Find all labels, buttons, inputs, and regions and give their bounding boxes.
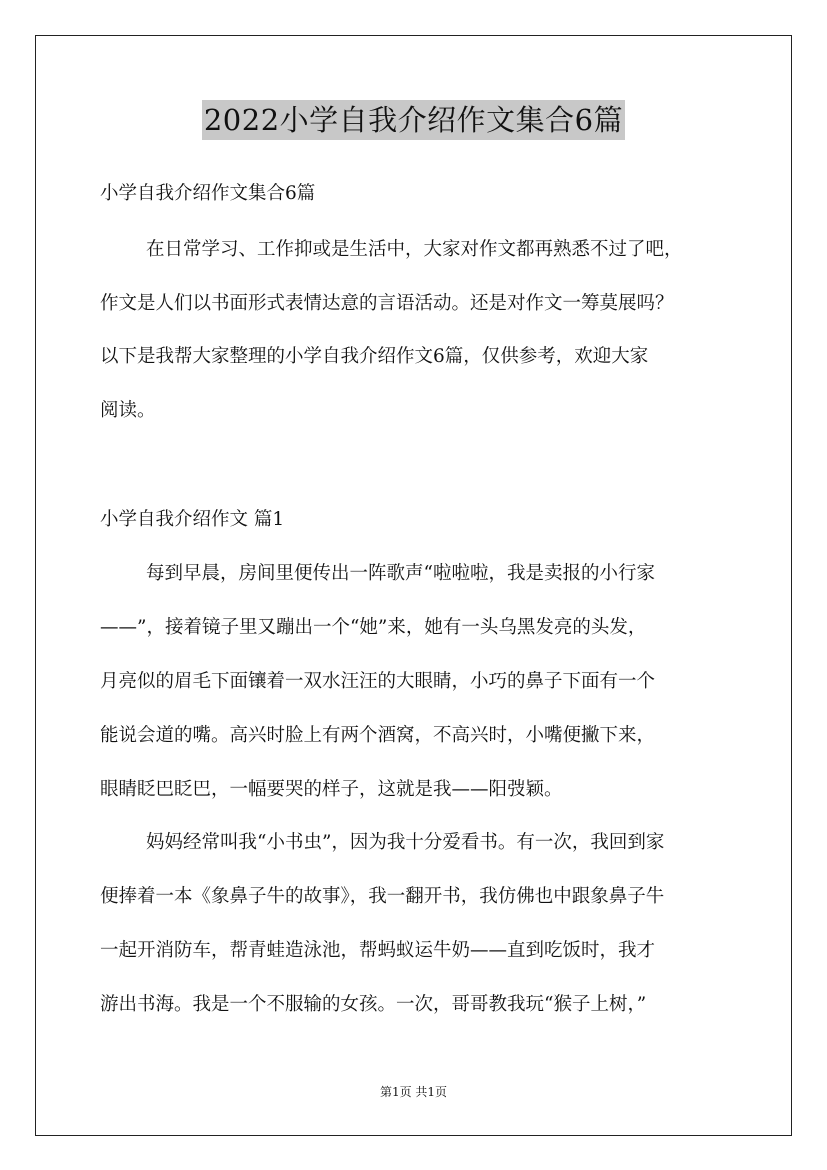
paragraph-line: 能说会道的嘴。高兴时脸上有两个酒窝，不高兴时，小嘴便撇下来， — [100, 725, 656, 746]
paragraph-line: 妈妈经常叫我“小书虫”，因为我十分爱看书。有一次，我回到家 — [146, 832, 665, 853]
paragraph-line: 月亮似的眉毛下面镶着一双水汪汪的大眼睛，小巧的鼻子下面有一个 — [100, 671, 656, 692]
subtitle: 小学自我介绍作文集合6篇 — [100, 183, 316, 204]
intro-line: 阅读。 — [100, 400, 156, 421]
paragraph-line: 一起开消防车，帮青蛙造泳池，帮蚂蚁运牛奶——直到吃饭时，我才 — [100, 940, 656, 961]
paragraph-line: 每到早晨，房间里便传出一阵歌声“啦啦啦，我是卖报的小行家 — [146, 563, 655, 584]
document-title-container — [0, 100, 827, 140]
intro-line: 以下是我帮大家整理的小学自我介绍作文6篇，仅供参考，欢迎大家 — [100, 346, 649, 367]
paragraph-line: 眼睛眨巴眨巴，一幅要哭的样子，这就是我——阳弢颖。 — [100, 779, 563, 800]
intro-line: 在日常学习、工作抑或是生活中，大家对作文都再熟悉不过了吧， — [146, 239, 683, 260]
section-heading: 小学自我介绍作文 篇1 — [100, 509, 285, 530]
document-title: 2022小学自我介绍作文集合6篇 — [202, 100, 625, 140]
paragraph-line: ——”，接着镜子里又蹦出一个“她”来，她有一头乌黑发亮的头发， — [100, 617, 647, 638]
intro-line: 作文是人们以书面形式表情达意的言语活动。还是对作文一筹莫展吗？ — [100, 293, 674, 314]
page-footer: 第1页 共1页 — [379, 1085, 448, 1099]
paragraph-line: 便捧着一本《象鼻子牛的故事》，我一翻开书，我仿佛也中跟象鼻子牛 — [100, 886, 665, 907]
paragraph-line: 游出书海。我是一个不服输的女孩。一次，哥哥教我玩“猴子上树，” — [100, 994, 647, 1015]
